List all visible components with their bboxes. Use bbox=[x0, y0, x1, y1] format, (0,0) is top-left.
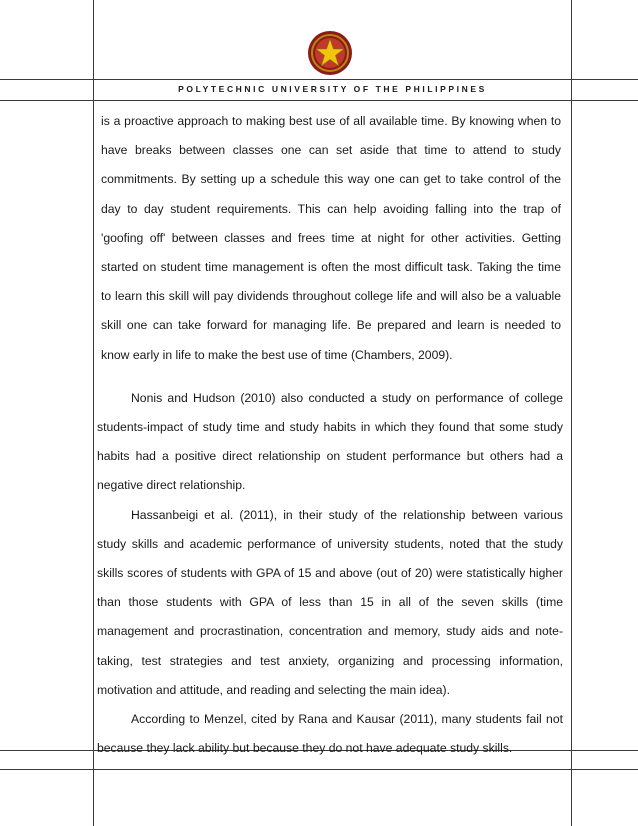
university-name: POLYTECHNIC UNIVERSITY OF THE PHILIPPINES bbox=[178, 84, 487, 94]
left-margin-rule bbox=[93, 0, 94, 826]
university-seal-icon bbox=[307, 30, 353, 76]
paragraph-2: Nonis and Hudson (2010) also conducted a study on performance of college students-impact of study time and study habits in which they found that some study habits had a positive direct relationship on student performance but others had a negative direct relationship. bbox=[97, 390, 563, 493]
paragraph-3: Hassanbeigi et al. (2011), in their study of the relationship between various study skills and academic performance of university students, noted that the study skills scores of students with GPA of 15 and above (out of 20) were statistically higher than those students with GPA of less than 15 in all of the seven skills (time management and procrastination, concentration and memory, study aids and note-taking, test strategies and test anxiety, organizing and processing information, motivation and attitude, and reading and selecting the main idea). bbox=[97, 507, 563, 697]
paragraph-4: According to Menzel, cited by Rana and Kausar (2011), many students fail not because they lack ability but because they do not have adequate study skills. bbox=[97, 712, 563, 756]
header-bottom-rule bbox=[0, 100, 638, 101]
footer-bottom-rule bbox=[0, 769, 638, 770]
body-text bbox=[97, 107, 563, 763]
header-top-rule bbox=[0, 79, 638, 80]
right-margin-rule bbox=[571, 0, 572, 826]
paragraph-1: is a proactive approach to making best use of all available time. By knowing when to have breaks between classes one can set aside that time to attend to study commitments. By setting up a schedule this way one can get to take control of the day to day student requirements. This can help avoiding falling into the trap of 'goofing off' between classes and frees time at night for other activities. Getting started on student time management is often the most difficult task. Taking the time to learn this skill will pay dividends throughout college life and will also be a valuable skill one can take forward for managing life. Be prepared and learn is needed to know early in life to make the best use of time (Chambers, 2009). bbox=[101, 114, 561, 362]
